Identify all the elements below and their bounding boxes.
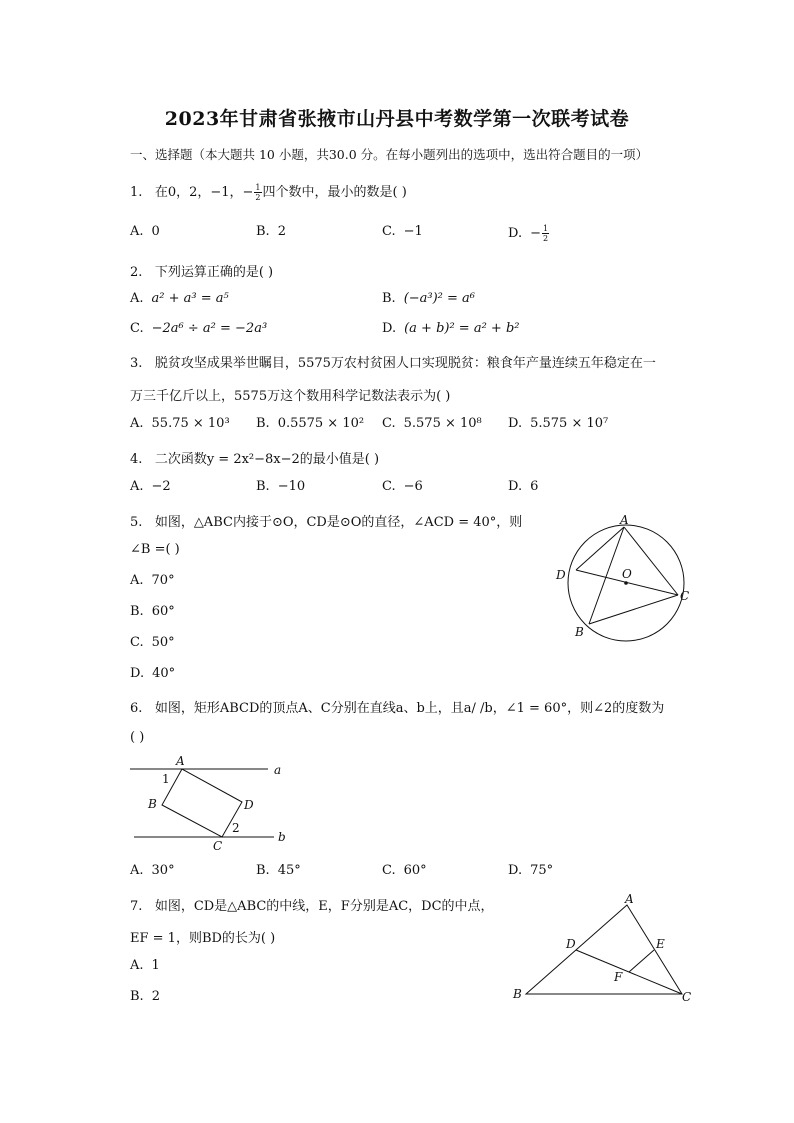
- option-value: 50°: [151, 635, 175, 650]
- question-5: [130, 511, 522, 530]
- option-value: 30°: [151, 863, 175, 878]
- option-value: −2a⁶ ÷ a² = −2a³: [151, 321, 268, 336]
- option-b: [256, 416, 364, 431]
- question-number: 7.: [130, 899, 143, 914]
- label-d: D: [556, 568, 566, 582]
- option-a: [130, 863, 175, 878]
- label-line-b: b: [278, 830, 286, 844]
- segment-ab: [589, 527, 624, 624]
- option-d: [382, 321, 520, 336]
- option-value: 1: [151, 958, 160, 973]
- option-c: [382, 416, 482, 431]
- label-d: D: [244, 798, 254, 812]
- option-key: A.: [130, 573, 144, 588]
- option-b: [256, 479, 305, 494]
- option-c: [130, 321, 267, 336]
- question-text: 四个数中，最小的数是( ): [262, 185, 407, 200]
- fraction-denominator: 2: [543, 234, 549, 243]
- option-d: [508, 224, 550, 243]
- option-d: [508, 416, 608, 431]
- option-value: −2: [151, 479, 171, 494]
- question-text: 在0，2，−1，−: [154, 185, 254, 200]
- question-3: [130, 352, 656, 371]
- question-number: 2.: [130, 265, 143, 280]
- label-angle-2: 2: [232, 821, 240, 835]
- fraction-numerator: 1: [543, 224, 549, 233]
- question-7-line-2: EF = 1，则BD的长为( ): [130, 931, 276, 946]
- option-key: D.: [508, 226, 523, 241]
- option-key: B.: [382, 291, 396, 306]
- option-key: C.: [382, 416, 396, 431]
- option-value: −10: [277, 479, 306, 494]
- option-key: D.: [508, 863, 523, 878]
- option-key: A.: [130, 479, 144, 494]
- option-value: −: [530, 226, 541, 241]
- option-key: D.: [382, 321, 397, 336]
- option-a: [130, 416, 230, 431]
- question-number: 4.: [130, 452, 143, 467]
- option-key: B.: [256, 416, 270, 431]
- option-a: [130, 291, 229, 306]
- label-c: C: [680, 589, 690, 603]
- label-c: C: [213, 839, 223, 853]
- segment-ef: [629, 950, 654, 972]
- option-value: 60°: [151, 604, 175, 619]
- option-b: [382, 291, 475, 306]
- fraction-denominator: 2: [255, 193, 261, 202]
- circle-figure: [550, 510, 700, 645]
- option-value: −6: [403, 479, 423, 494]
- question-number: 1.: [130, 185, 143, 200]
- question-4: [130, 448, 379, 467]
- label-angle-1: 1: [162, 772, 170, 786]
- option-key: C.: [382, 479, 396, 494]
- segment-bc: [589, 595, 678, 624]
- question-5-line-2: ∠B =( ): [130, 542, 180, 557]
- question-text: 如图，矩形ABCD的顶点A、C分别在直线a、b上，且a/ /b，∠1 = 60°，则∠2的度数为: [154, 701, 665, 716]
- question-text: 如图，△ABC内接于⊙O，CD是⊙O的直径，∠ACD = 40°，则: [154, 515, 523, 530]
- option-value: 2: [151, 989, 160, 1004]
- label-b: B: [513, 987, 522, 1001]
- segment-ac: [624, 527, 678, 595]
- label-line-a: a: [274, 763, 282, 777]
- option-a: [130, 479, 171, 494]
- option-value: (−a³)² = a⁶: [403, 291, 476, 306]
- fraction: [254, 183, 261, 202]
- option-value: 5.575 × 10⁷: [530, 416, 609, 431]
- option-value: 75°: [530, 863, 554, 878]
- page-title: 2023年甘肃省张掖市山丹县中考数学第一次联考试卷: [164, 108, 630, 130]
- option-value: 45°: [277, 863, 301, 878]
- label-a: A: [625, 892, 634, 906]
- question-1: [130, 181, 407, 202]
- question-7: [130, 895, 494, 914]
- question-text: 下列运算正确的是( ): [154, 265, 274, 280]
- question-text: 如图，CD是△ABC的中线，E，F分别是AC，DC的中点，: [154, 899, 494, 914]
- option-value: a² + a³ = a⁵: [151, 291, 229, 306]
- option-key: B.: [256, 863, 270, 878]
- option-b: [256, 863, 301, 878]
- question-number: 3.: [130, 356, 143, 371]
- rectangle-figure: [128, 752, 298, 852]
- option-value: 2: [277, 224, 286, 239]
- option-d: [508, 863, 553, 878]
- label-c: C: [682, 990, 692, 1004]
- label-a: A: [620, 513, 629, 527]
- option-value: 0.5575 × 10²: [277, 416, 365, 431]
- option-key: D.: [508, 479, 523, 494]
- option-key: B.: [256, 479, 270, 494]
- label-e: E: [656, 937, 665, 951]
- question-number: 6.: [130, 701, 143, 716]
- option-key: C.: [130, 635, 144, 650]
- option-c: [382, 479, 423, 494]
- option-a: [130, 224, 160, 239]
- option-value: −1: [403, 224, 423, 239]
- option-value: 40°: [152, 666, 176, 681]
- option-key: B.: [130, 604, 144, 619]
- option-value: 60°: [403, 863, 427, 878]
- option-c: [382, 863, 427, 878]
- label-d: D: [566, 937, 576, 951]
- option-key: A.: [130, 291, 144, 306]
- question-text: 二次函数y = 2x²−8x−2的最小值是( ): [154, 452, 380, 467]
- fraction: [542, 224, 549, 243]
- option-key: D.: [508, 416, 523, 431]
- option-d: [130, 666, 175, 681]
- option-key: A.: [130, 863, 144, 878]
- segment-ad: [576, 527, 624, 570]
- triangle-figure: [510, 890, 700, 1010]
- option-key: D.: [130, 666, 145, 681]
- option-value: 6: [530, 479, 539, 494]
- option-value: 70°: [151, 573, 175, 588]
- fraction-numerator: 1: [255, 183, 261, 192]
- option-key: B.: [256, 224, 270, 239]
- option-key: A.: [130, 224, 144, 239]
- option-c: [382, 224, 423, 239]
- option-a: [130, 958, 160, 973]
- option-key: C.: [382, 224, 396, 239]
- option-a: [130, 573, 175, 588]
- question-6-line-2: ( ): [130, 730, 145, 745]
- option-key: A.: [130, 958, 144, 973]
- label-o: O: [622, 567, 632, 581]
- option-key: A.: [130, 416, 144, 431]
- option-value: 0: [151, 224, 160, 239]
- label-b: B: [575, 625, 584, 639]
- option-b: [130, 989, 160, 1004]
- option-value: (a + b)² = a² + b²: [404, 321, 520, 336]
- center-point: [624, 581, 628, 585]
- question-6: [130, 697, 664, 716]
- option-b: [130, 604, 175, 619]
- label-f: F: [614, 970, 623, 984]
- option-key: C.: [130, 321, 144, 336]
- option-b: [256, 224, 286, 239]
- option-key: B.: [130, 989, 144, 1004]
- question-2: [130, 261, 273, 280]
- option-c: [130, 635, 175, 650]
- label-a: A: [176, 754, 185, 768]
- option-value: 55.75 × 10³: [151, 416, 230, 431]
- option-value: 5.575 × 10⁸: [403, 416, 482, 431]
- question-3-line-2: 万三千亿斤以上，5575万这个数用科学记数法表示为( ): [130, 389, 451, 404]
- question-text: 脱贫攻坚成果举世瞩目，5575万农村贫困人口实现脱贫：粮食年产量连续五年稳定在一: [154, 356, 656, 371]
- question-number: 5.: [130, 515, 143, 530]
- label-b: B: [148, 797, 157, 811]
- option-key: C.: [382, 863, 396, 878]
- rectangle-abcd: [162, 769, 242, 837]
- section-heading: 一、选择题（本大题共 10 小题，共30.0 分。在每小题列出的选项中，选出符合题目的一项）: [130, 147, 649, 162]
- option-d: [508, 479, 538, 494]
